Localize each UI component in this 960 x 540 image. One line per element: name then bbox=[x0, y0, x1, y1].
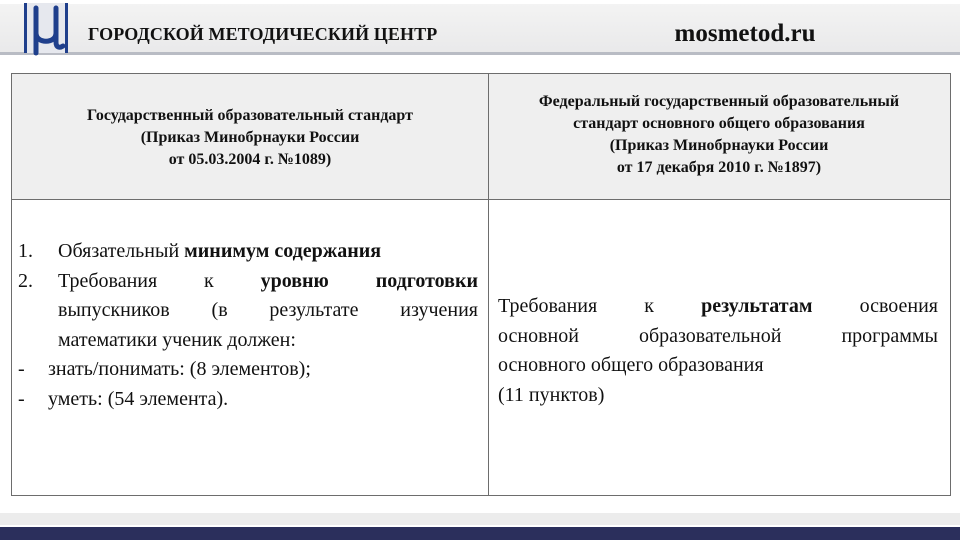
center-title: ГОРОДСКОЙ МЕТОДИЧЕСКИЙ ЦЕНТР bbox=[88, 24, 438, 44]
right-header-line: стандарт основного общего образования bbox=[573, 115, 865, 132]
left-header-cell bbox=[12, 74, 488, 199]
list-item bbox=[18, 385, 478, 415]
list-item-text: Обязательный bbox=[58, 240, 185, 262]
list-item-emphasis: уровню подготовки bbox=[260, 269, 478, 292]
list-item-text: математики ученик должен: bbox=[58, 328, 296, 351]
right-header-cell bbox=[488, 74, 950, 199]
footer-band bbox=[0, 513, 960, 525]
mu-letter-logo-icon bbox=[20, 2, 74, 56]
list-item-text: знать/понимать: (8 элементов); bbox=[48, 358, 311, 380]
right-header-line: Федеральный государственный образовательный bbox=[538, 93, 900, 110]
standard-requirements-list bbox=[18, 237, 478, 414]
requirements-text: освоения bbox=[812, 295, 938, 317]
requirements-count: (11 пунктов) bbox=[498, 383, 605, 406]
list-marker: 2. bbox=[18, 269, 33, 292]
footer-bar bbox=[0, 527, 960, 540]
right-body-cell bbox=[488, 199, 950, 495]
list-marker: 1. bbox=[18, 240, 33, 262]
fgos-requirements-text bbox=[498, 292, 938, 410]
column-divider bbox=[488, 74, 489, 495]
requirements-text: Требования к bbox=[498, 295, 702, 317]
list-item-text: уметь: (54 элемента). bbox=[48, 387, 229, 410]
list-item bbox=[18, 267, 478, 356]
left-body-cell bbox=[12, 199, 488, 495]
site-link[interactable]: mosmetod.ru bbox=[674, 20, 816, 47]
requirements-text: основной образовательной программы bbox=[498, 324, 938, 347]
left-header-line: (Приказ Минобрнауки России bbox=[140, 129, 360, 146]
right-header-line: от 17 декабря 2010 г. №1897) bbox=[616, 159, 822, 176]
right-header-line: (Приказ Минобрнауки России bbox=[609, 137, 829, 154]
list-item bbox=[18, 237, 478, 267]
list-item-emphasis: минимум содержания bbox=[184, 240, 382, 262]
list-item bbox=[18, 355, 478, 385]
comparison-table bbox=[11, 73, 951, 496]
requirements-emphasis: результатам bbox=[701, 295, 813, 317]
list-marker: - bbox=[18, 358, 25, 380]
list-marker: - bbox=[18, 387, 25, 410]
left-header-line: от 05.03.2004 г. №1089) bbox=[168, 151, 332, 168]
header-divider bbox=[0, 52, 960, 55]
requirements-text: основного общего образования bbox=[498, 354, 764, 376]
list-item-text: выпускников (в результате изучения bbox=[58, 299, 478, 321]
header-row-divider bbox=[12, 199, 950, 200]
list-item-text: Требования к bbox=[58, 269, 261, 292]
left-header-line: Государственный образовательный стандарт bbox=[87, 107, 413, 124]
